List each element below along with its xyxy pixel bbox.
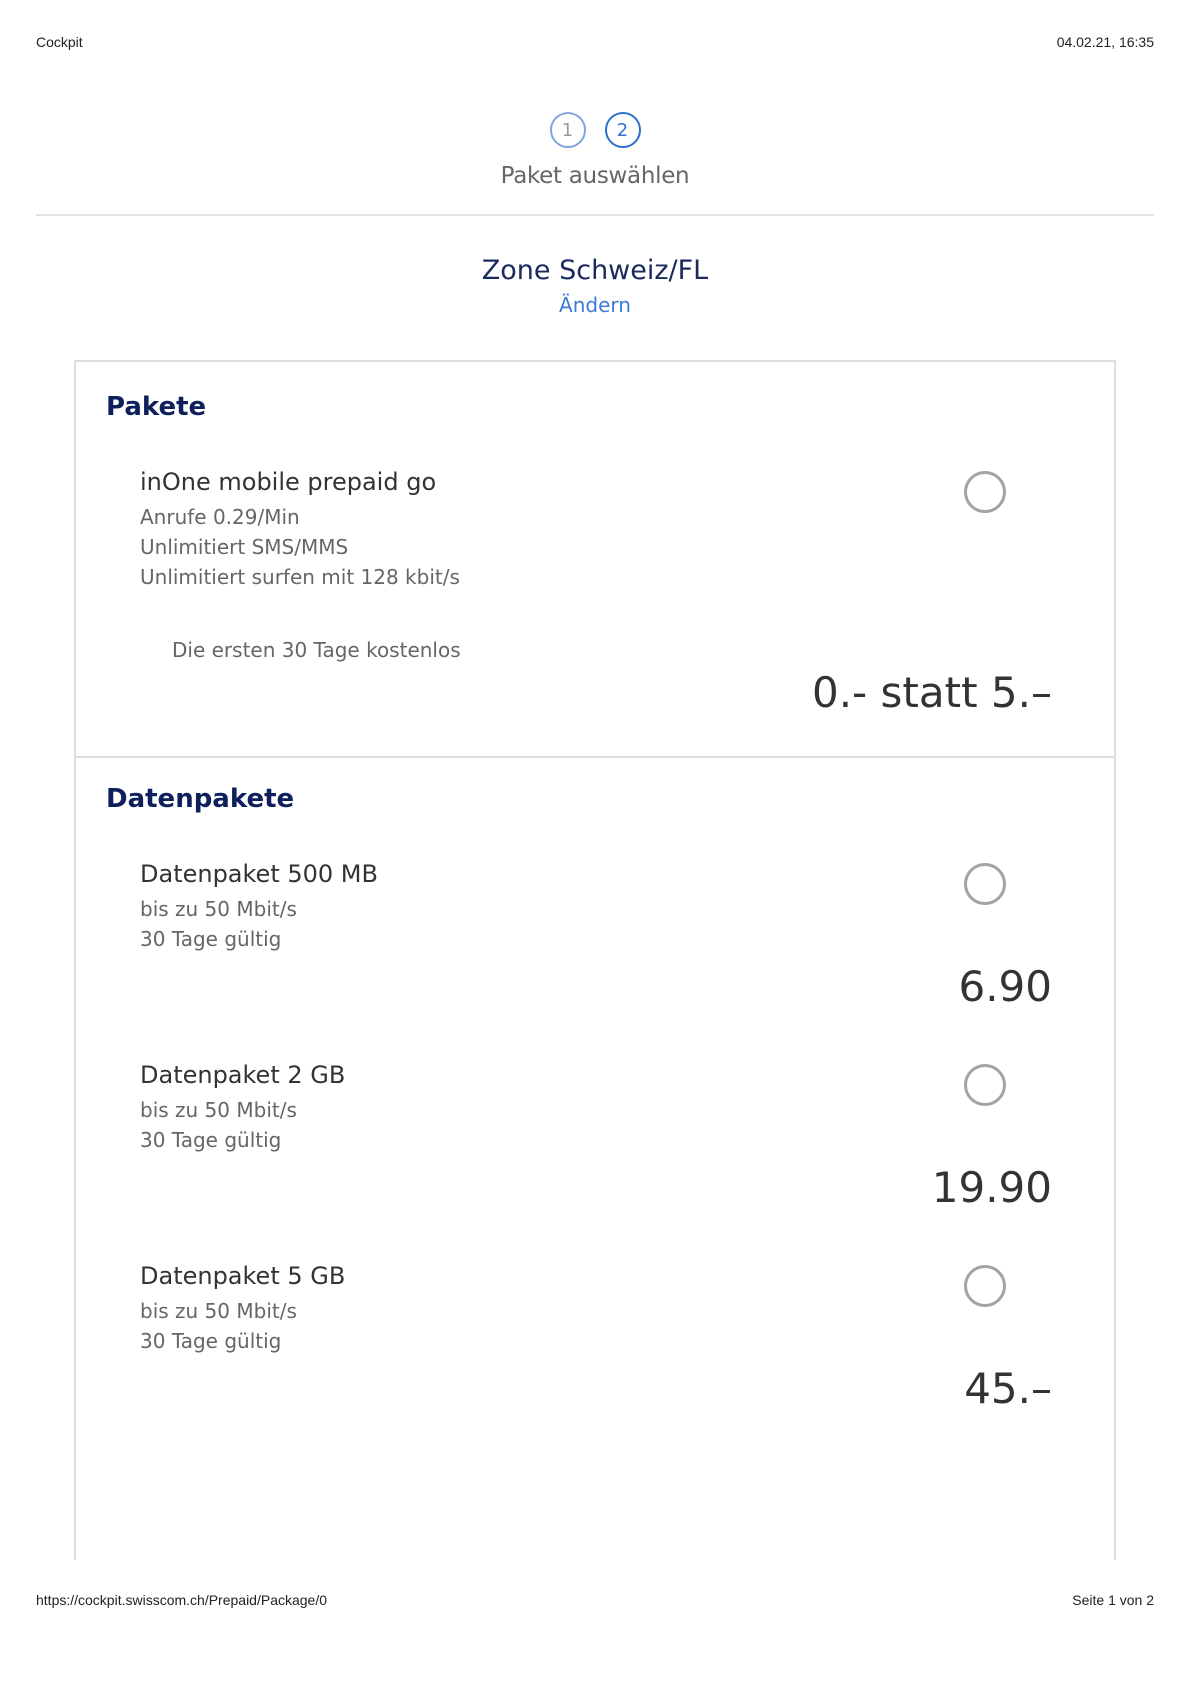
step-2: 2	[605, 112, 641, 148]
data-package-detail: bis zu 50 Mbit/s	[140, 1299, 297, 1323]
data-package-price: 19.90	[931, 1163, 1052, 1212]
data-package-item[interactable]	[140, 1061, 1090, 1155]
package-panel	[74, 360, 1116, 1560]
data-package-detail: 30 Tage gültig	[140, 927, 282, 951]
section-title-packages: Pakete	[106, 392, 207, 422]
package-name: inOne mobile prepaid go	[140, 468, 437, 496]
package-detail: Anrufe 0.29/Min	[140, 505, 300, 529]
package-detail: Unlimitiert SMS/MMS	[140, 535, 349, 559]
data-package-detail: 30 Tage gültig	[140, 1128, 282, 1152]
print-page-number: Seite 1 von 2	[1072, 1592, 1154, 1608]
change-zone-link[interactable]: Ändern	[559, 293, 631, 317]
data-package-name: Datenpaket 2 GB	[140, 1061, 346, 1089]
header-divider	[36, 214, 1154, 216]
package-detail: Unlimitiert surfen mit 128 kbit/s	[140, 565, 460, 589]
package-promo-note: Die ersten 30 Tage kostenlos	[172, 638, 461, 662]
data-package-radio[interactable]	[964, 863, 1006, 905]
step-indicator	[0, 112, 1190, 148]
data-package-radio[interactable]	[964, 1064, 1006, 1106]
data-package-price: 45.–	[964, 1364, 1052, 1413]
data-package-detail: 30 Tage gültig	[140, 1329, 282, 1353]
data-package-item[interactable]	[140, 1262, 1090, 1356]
print-url: https://cockpit.swisscom.ch/Prepaid/Package/0	[36, 1592, 328, 1608]
print-page-title: Cockpit	[36, 34, 83, 50]
data-package-name: Datenpaket 500 MB	[140, 860, 378, 888]
data-package-item[interactable]	[140, 860, 1090, 954]
data-package-name: Datenpaket 5 GB	[140, 1262, 346, 1290]
data-package-radio[interactable]	[964, 1265, 1006, 1307]
section-divider	[76, 756, 1114, 758]
data-package-price: 6.90	[958, 962, 1052, 1011]
step-1[interactable]: 1	[550, 112, 586, 148]
package-item[interactable]	[140, 468, 1090, 592]
zone-title: Zone Schweiz/FL	[481, 255, 709, 286]
data-package-detail: bis zu 50 Mbit/s	[140, 897, 297, 921]
step-title: Paket auswählen	[500, 163, 690, 189]
data-package-detail: bis zu 50 Mbit/s	[140, 1098, 297, 1122]
section-title-data-packages: Datenpakete	[106, 784, 295, 814]
print-datetime: 04.02.21, 16:35	[1056, 34, 1154, 50]
package-price: 0.- statt 5.–	[811, 668, 1052, 717]
package-radio[interactable]	[964, 471, 1006, 513]
